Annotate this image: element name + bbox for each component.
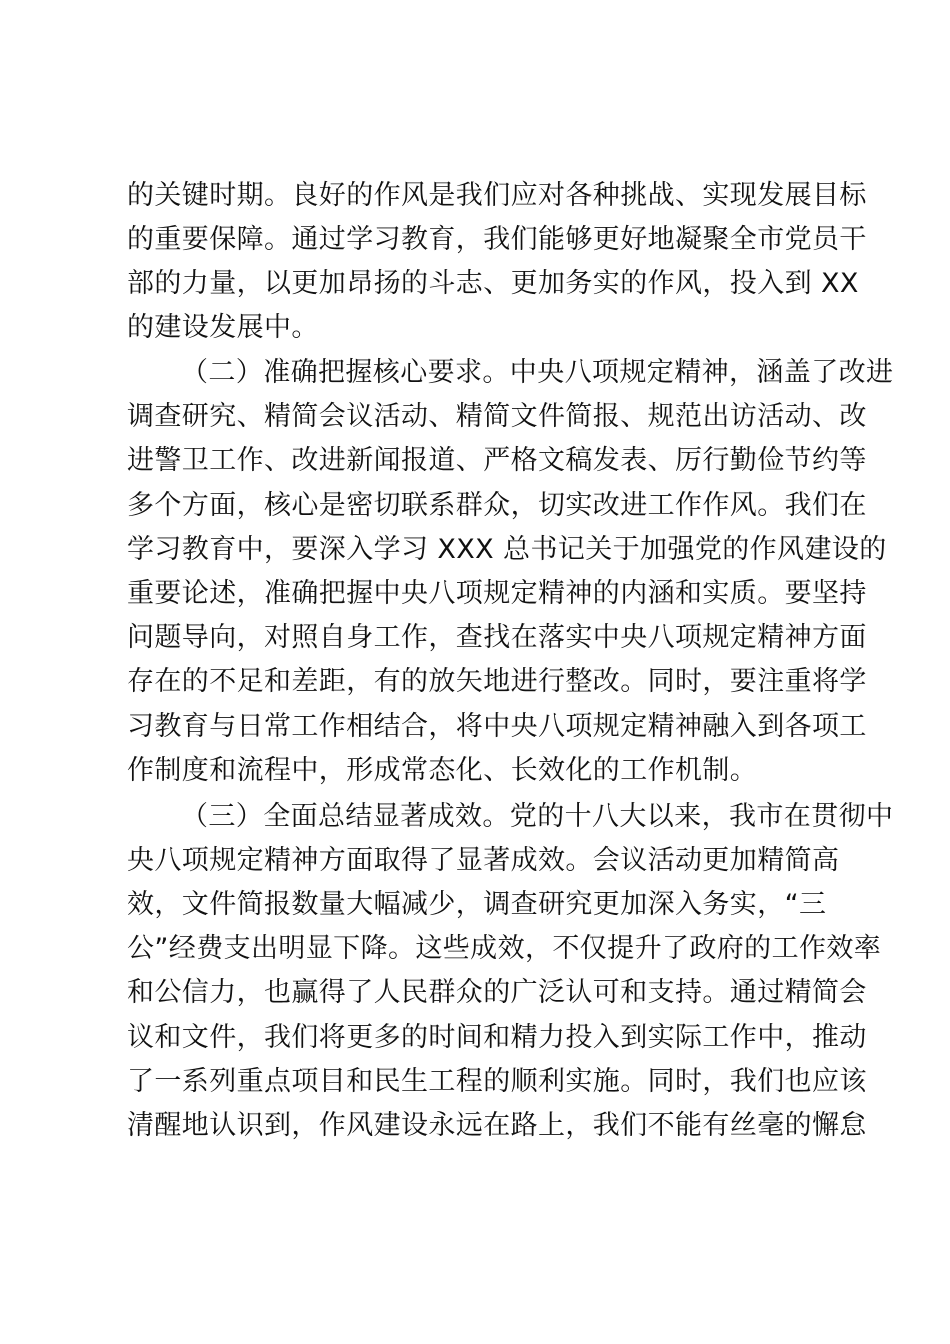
text-line: 清醒地认识到，作风建设永远在路上，我们不能有丝毫的懈怠 bbox=[127, 1110, 867, 1141]
text-line: 的重要保障。通过学习教育，我们能够更好地凝聚全市党员干 bbox=[127, 224, 867, 255]
text-line: 部的力量，以更加昂扬的斗志、更加务实的作风，投入到 XX bbox=[127, 268, 859, 299]
text-line: 多个方面，核心是密切联系群众，切实改进工作作风。我们在 bbox=[127, 490, 867, 521]
text-line: 公”经费支出明显下降。这些成效，不仅提升了政府的工作效率 bbox=[127, 933, 882, 964]
text-line: 进警卫工作、改进新闻报道、严格文稿发表、厉行勤俭节约等 bbox=[127, 445, 867, 476]
text-line: 学习教育中，要深入学习 XXX 总书记关于加强党的作风建设的 bbox=[127, 534, 887, 565]
section-heading-line: （三）全面总结显著成效。党的十八大以来，我市在贯彻中 bbox=[181, 801, 894, 832]
text-line: 效，文件简报数量大幅减少，调查研究更加深入务实，“三 bbox=[127, 889, 827, 920]
text-line: 作制度和流程中，形成常态化、长效化的工作机制。 bbox=[127, 755, 758, 786]
text-line: 央八项规定精神方面取得了显著成效。会议活动更加精简高 bbox=[127, 845, 840, 876]
text-line: 存在的不足和差距，有的放矢地进行整改。同时，要注重将学 bbox=[127, 666, 867, 697]
text-line: 的建设发展中。 bbox=[127, 312, 319, 343]
text-line: 的关键时期。良好的作风是我们应对各种挑战、实现发展目标 bbox=[127, 180, 867, 211]
text-line: 和公信力，也赢得了人民群众的广泛认可和支持。通过精简会 bbox=[127, 977, 867, 1008]
text-line: 议和文件，我们将更多的时间和精力投入到实际工作中，推动 bbox=[127, 1022, 867, 1053]
text-line: 调查研究、精简会议活动、精简文件简报、规范出访活动、改 bbox=[127, 401, 867, 432]
section-heading-line: （二）准确把握核心要求。中央八项规定精神，涵盖了改进 bbox=[181, 357, 894, 388]
text-line: 习教育与日常工作相结合，将中央八项规定精神融入到各项工 bbox=[127, 711, 867, 742]
text-line: 重要论述，准确把握中央八项规定精神的内涵和实质。要坚持 bbox=[127, 578, 867, 609]
text-line: 了一系列重点项目和民生工程的顺利实施。同时，我们也应该 bbox=[127, 1066, 867, 1097]
text-line: 问题导向，对照自身工作，查找在落实中央八项规定精神方面 bbox=[127, 622, 867, 653]
